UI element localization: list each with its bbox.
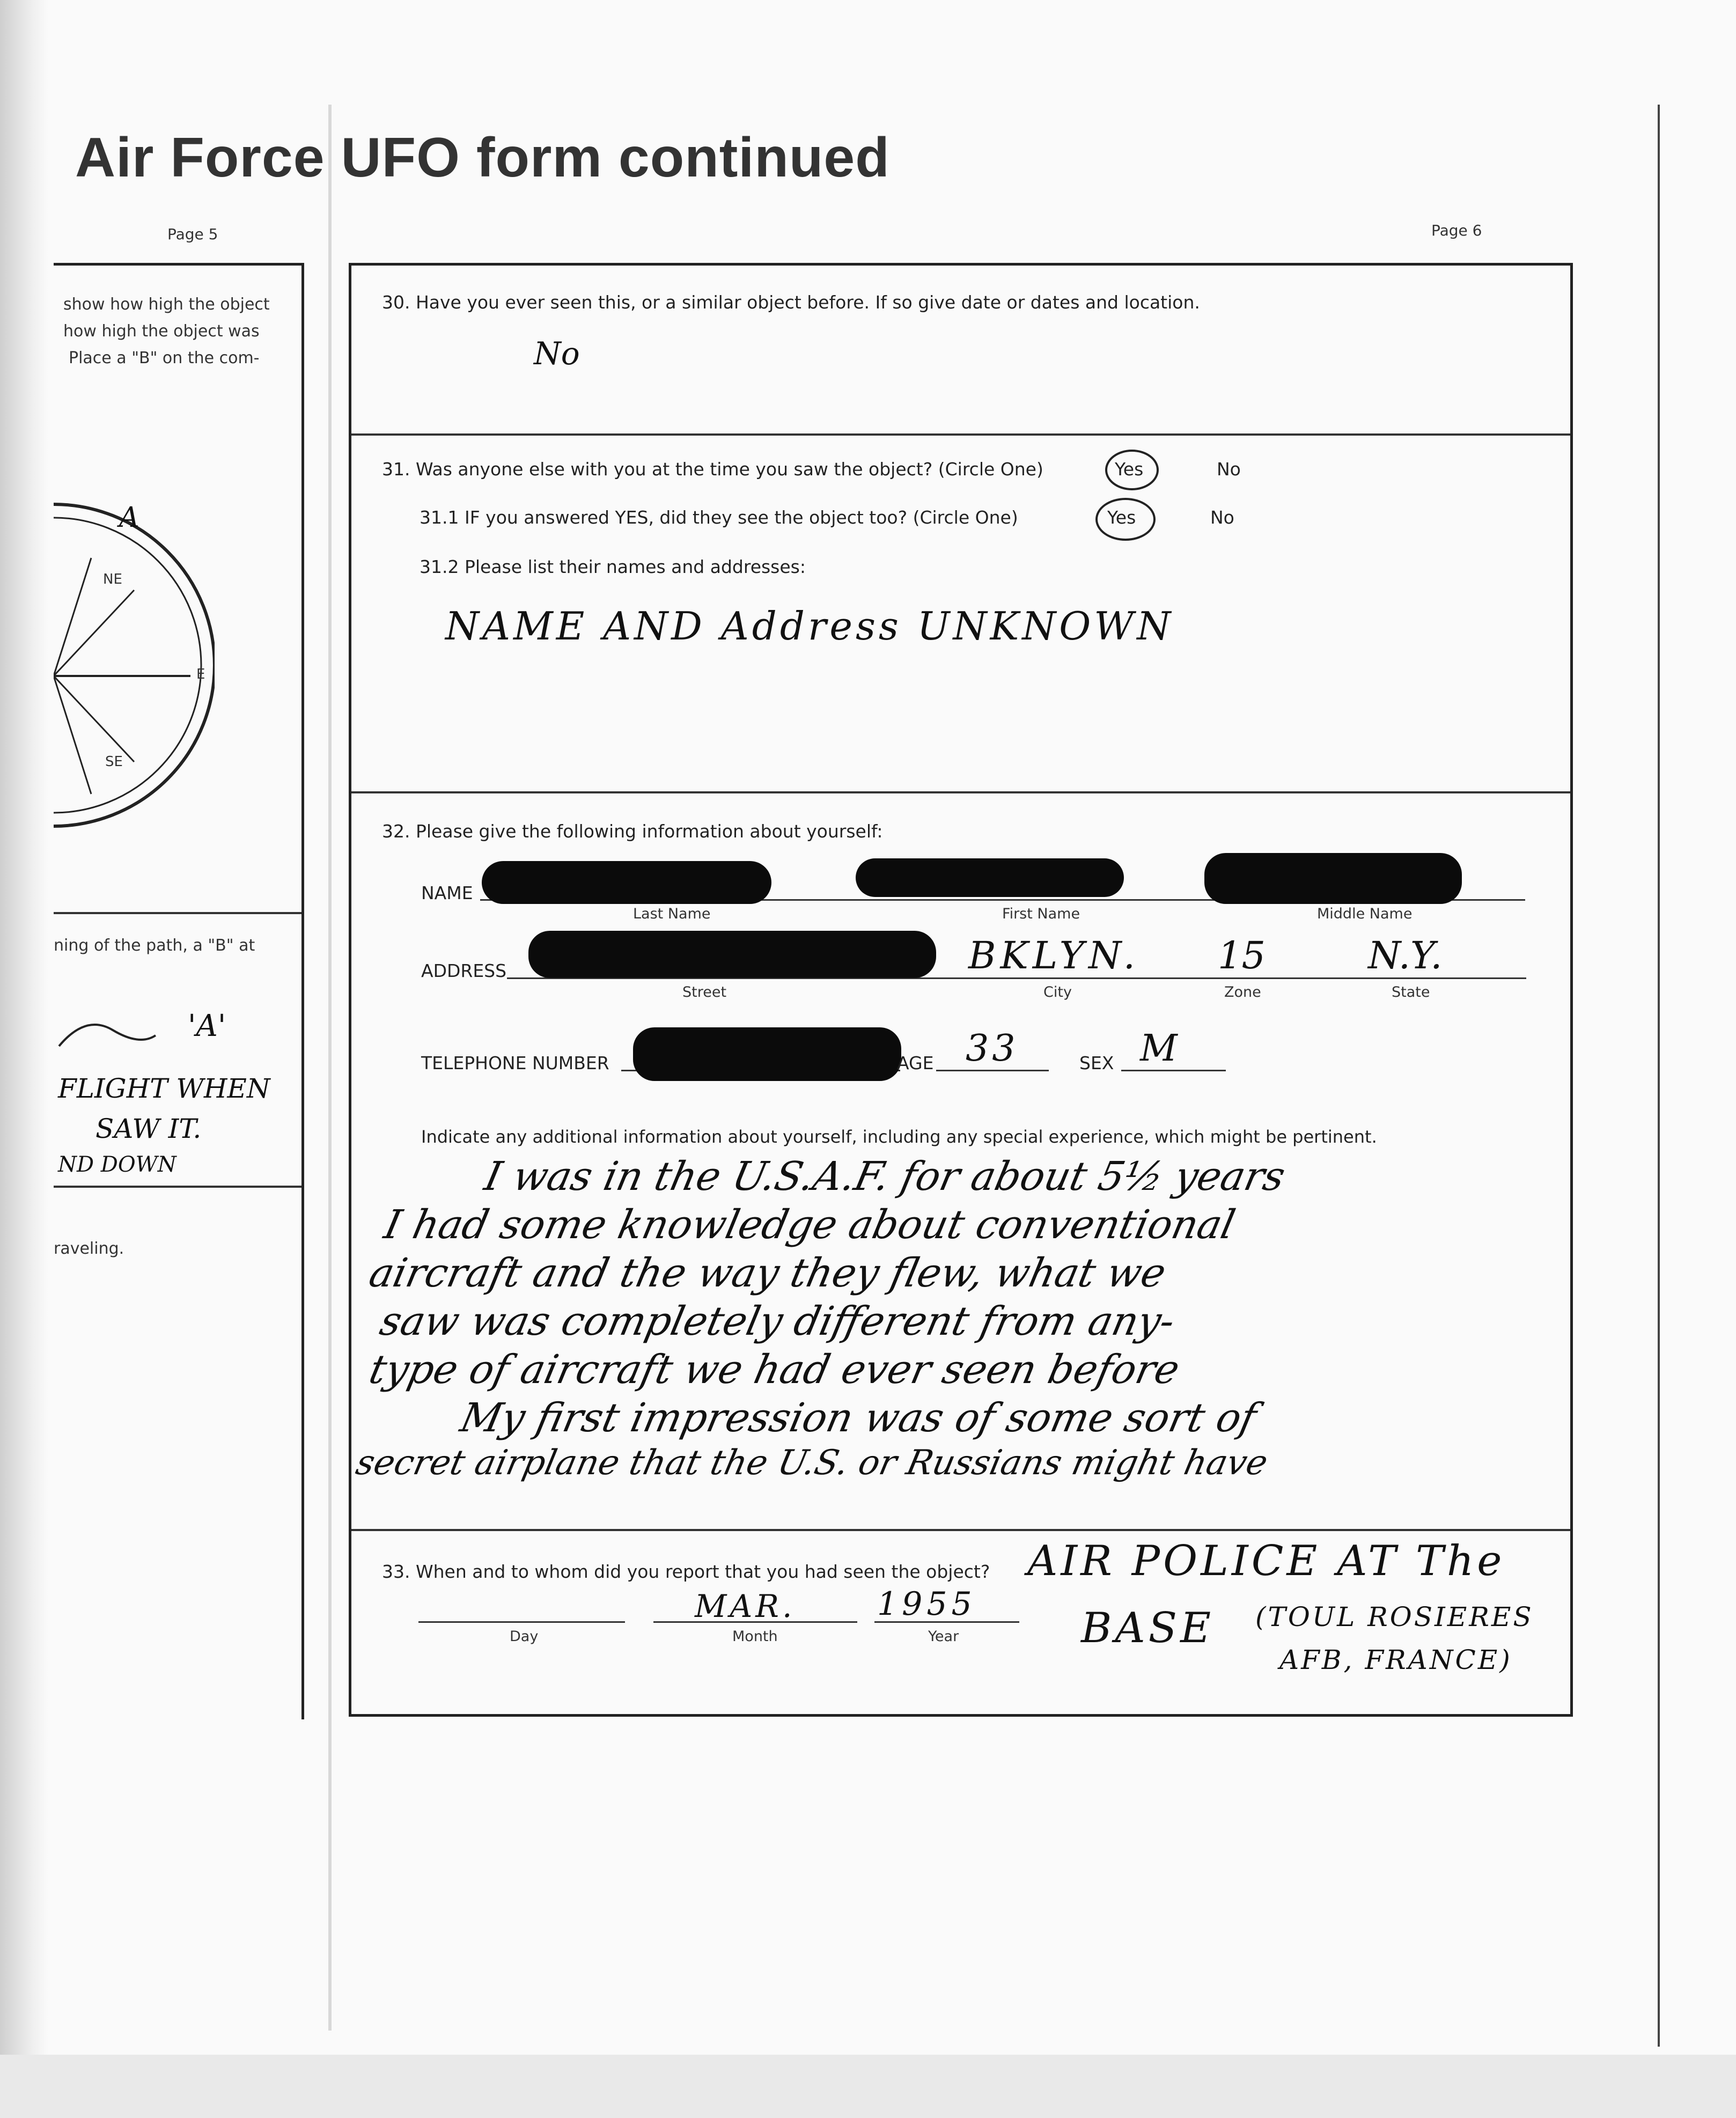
additional-info-handwriting: secret airplane that the U.S. or Russians might have: [352, 1443, 1271, 1483]
additional-info-handwriting: I had some knowledge about conventional: [380, 1202, 1239, 1248]
sex-value: M: [1140, 1027, 1178, 1070]
left-text-line: how high the object was: [63, 322, 260, 341]
section-divider: [351, 791, 1570, 793]
page-number-right: Page 6: [1431, 222, 1482, 239]
left-handwriting: ND DOWN: [58, 1152, 176, 1177]
q33-answer-line3: (TOUL ROSIERES: [1255, 1601, 1534, 1632]
age-underline: [936, 1070, 1049, 1071]
middle-name-caption: Middle Name: [1317, 906, 1413, 922]
left-text-line: ning of the path, a "B" at: [54, 936, 255, 955]
redaction-bar: [482, 861, 771, 904]
q31-yes: Yes: [1115, 459, 1144, 480]
sex-underline: [1121, 1070, 1226, 1071]
sex-label: SEX: [1079, 1053, 1114, 1073]
last-name-caption: Last Name: [633, 906, 711, 922]
q33-answer-line2: BASE: [1081, 1604, 1215, 1652]
additional-info-handwriting: My first impression was of some sort of: [456, 1395, 1261, 1441]
year-caption: Year: [928, 1628, 959, 1645]
compass-label-a: A: [119, 502, 139, 534]
q33-answer-line1: AIR POLICE AT The: [1027, 1537, 1505, 1585]
section-divider: [351, 1529, 1570, 1531]
q32-label: 32. Please give the following information about yourself:: [382, 821, 883, 842]
additional-info-handwriting: type of aircraft we had ever seen before: [365, 1347, 1184, 1393]
additional-info-handwriting: aircraft and the way they flew, what we: [365, 1250, 1170, 1296]
left-divider: [54, 912, 301, 914]
left-handwriting: SAW IT.: [95, 1113, 202, 1144]
first-name-caption: First Name: [1002, 906, 1080, 922]
additional-info-handwriting: saw was completely different from any-: [376, 1298, 1179, 1344]
page-right-edge: [1658, 105, 1660, 2047]
left-page-box: [54, 263, 304, 1719]
flight-path-label: 'A': [188, 1009, 226, 1043]
q33-label: 33. When and to whom did you report that you had seen the object?: [382, 1561, 990, 1582]
q31-2-label: 31.2 Please list their names and addresses:: [420, 556, 806, 577]
telephone-label: TELEPHONE NUMBER: [421, 1053, 609, 1073]
q33-answer-line4: AFB, FRANCE): [1279, 1644, 1512, 1675]
redaction-bar: [856, 858, 1124, 897]
additional-info-label: Indicate any additional information about yourself, including any special experience, which might be pertinent.: [421, 1127, 1377, 1147]
form-box: [349, 263, 1573, 1717]
q30-label: 30. Have you ever seen this, or a similar object before. If so give date or dates and location.: [382, 292, 1200, 313]
q31-no: No: [1217, 459, 1241, 480]
page-title: Air Force UFO form continued: [75, 127, 890, 189]
zone-caption: Zone: [1224, 984, 1261, 1001]
compass-label-e: E: [196, 666, 205, 682]
scan-bottom-margin: [0, 2055, 1736, 2118]
left-text-line: show how high the object: [63, 295, 270, 314]
additional-info-handwriting: I was in the U.S.A.F. for about 5½ years: [480, 1153, 1290, 1200]
q31-label: 31. Was anyone else with you at the time you saw the object? (Circle One): [382, 459, 1043, 480]
name-label: NAME: [421, 882, 473, 903]
zone-value: 15: [1218, 933, 1266, 977]
left-text-line: Place a "B" on the com-: [69, 349, 260, 367]
left-handwriting: FLIGHT WHEN: [58, 1073, 270, 1104]
redaction-bar: [528, 931, 936, 978]
left-divider: [54, 1186, 301, 1188]
left-text-line: raveling.: [54, 1239, 124, 1258]
q31-2-answer: NAME AND Address UNKNOWN: [445, 604, 1174, 649]
address-label: ADDRESS: [421, 960, 507, 981]
day-caption: Day: [510, 1628, 539, 1645]
age-label: AGE: [897, 1053, 934, 1073]
compass-label-se: SE: [105, 754, 123, 770]
q31-1-no: No: [1210, 507, 1234, 528]
q31-1-label: 31.1 IF you answered YES, did they see the object too? (Circle One): [420, 507, 1018, 528]
page-number-left: Page 5: [167, 225, 218, 243]
scan-shadow: [0, 0, 48, 2118]
flight-path-sketch: [54, 1014, 161, 1057]
day-underline: [418, 1621, 625, 1623]
compass-label-ne: NE: [103, 571, 122, 587]
redaction-bar: [633, 1027, 901, 1081]
city-value: BKLYN.: [968, 933, 1139, 977]
state-caption: State: [1392, 984, 1430, 1001]
section-divider: [351, 433, 1570, 436]
state-value: N.Y.: [1368, 933, 1443, 977]
page-fold: [328, 105, 332, 2031]
compass-diagram: [54, 494, 215, 842]
age-value: 33: [966, 1027, 1019, 1070]
city-caption: City: [1043, 984, 1072, 1001]
year-value: 1955: [877, 1585, 976, 1623]
month-value: MAR.: [695, 1588, 796, 1624]
q31-1-yes: Yes: [1107, 507, 1136, 528]
street-caption: Street: [682, 984, 727, 1001]
redaction-bar: [1204, 853, 1462, 904]
month-caption: Month: [732, 1628, 778, 1645]
q30-answer: No: [534, 335, 580, 372]
